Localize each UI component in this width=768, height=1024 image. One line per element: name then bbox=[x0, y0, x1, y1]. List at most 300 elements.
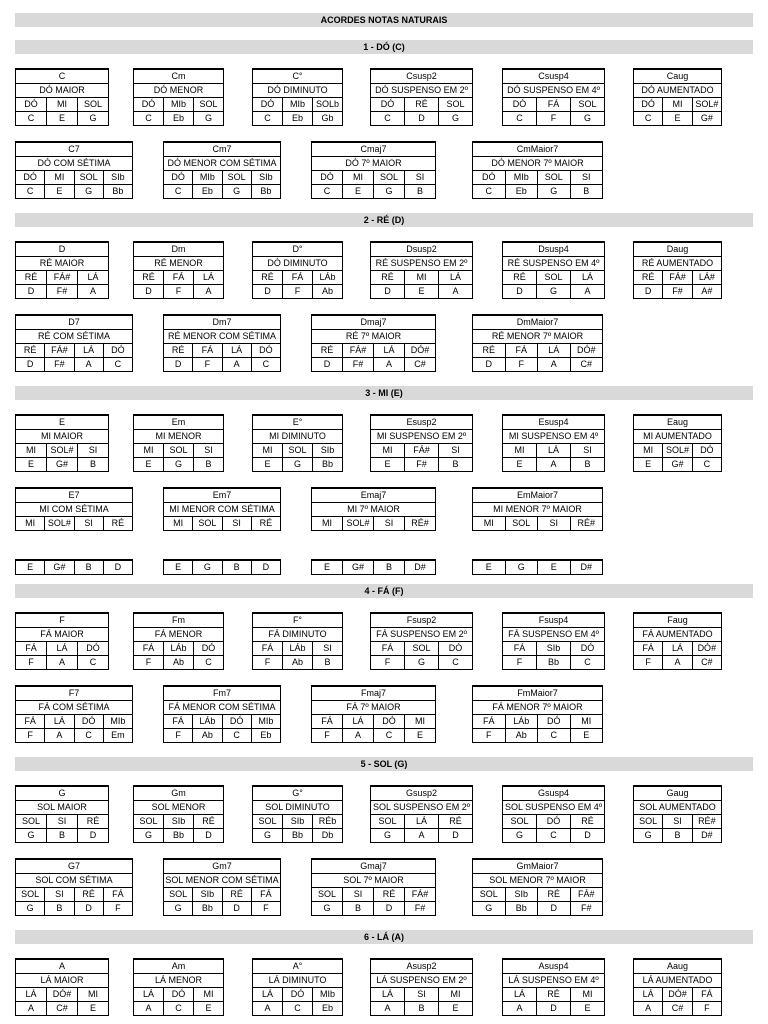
chord-degrees-cell: LÁ bbox=[45, 715, 74, 728]
chord-description-text: MI AUMENTADO bbox=[643, 431, 712, 441]
chord-notes-cell: E bbox=[16, 561, 45, 574]
chord-description-text: SOL MENOR 7º MAIOR bbox=[489, 875, 586, 885]
chord-notes-cell: E bbox=[47, 112, 78, 125]
chord-notes bbox=[164, 729, 280, 742]
chord-notes-cell: F# bbox=[45, 358, 74, 371]
chord-description bbox=[16, 430, 108, 444]
chord-name bbox=[134, 787, 223, 801]
chord-description bbox=[503, 84, 604, 98]
chord-degrees-cell: FÁ bbox=[193, 344, 222, 357]
chord-notes-cell: C bbox=[584, 657, 591, 667]
chord-notes-cell: D bbox=[538, 902, 571, 915]
chord-box bbox=[252, 241, 343, 299]
chord-degrees-cell: FÁ bbox=[312, 715, 343, 728]
chord-degrees-cell: SIb bbox=[259, 172, 273, 182]
chord-notes-cell: G bbox=[134, 829, 164, 842]
chord-name bbox=[16, 614, 108, 628]
chord-description-text: FÁ SUSPENSO EM 2º bbox=[376, 629, 467, 639]
chord-notes-cell: E bbox=[503, 458, 537, 471]
chord-description bbox=[312, 157, 435, 171]
chord-notes bbox=[16, 561, 132, 574]
chord-notes-cell: A bbox=[75, 358, 104, 371]
chord-notes-cell: B bbox=[75, 561, 104, 574]
chord-description bbox=[503, 974, 604, 988]
chord-notes-cell: F bbox=[16, 656, 47, 669]
chord-degrees bbox=[312, 171, 435, 185]
chord-notes-cell: B bbox=[416, 186, 423, 196]
chord-notes bbox=[253, 656, 342, 669]
chord-degrees-cell: DÓ bbox=[164, 988, 194, 1001]
chord-degrees bbox=[371, 815, 472, 829]
chord-notes-cell: C bbox=[16, 185, 45, 198]
chord-notes-cell: A bbox=[371, 1002, 405, 1015]
chord-degrees-cell: SI bbox=[75, 517, 104, 530]
chord-notes-cell: G# bbox=[45, 561, 74, 574]
chord-degrees-cell: LÁb bbox=[164, 642, 194, 655]
chord-description-text: MI MENOR bbox=[155, 431, 202, 441]
chord-description-text: FÁ MENOR COM SÉTIMA bbox=[168, 702, 276, 712]
chord-box bbox=[311, 685, 436, 743]
chord-notes-cell: C bbox=[473, 185, 506, 198]
chord-name-text: Gmaj7 bbox=[360, 861, 387, 871]
chord-degrees-cell: SI bbox=[581, 172, 591, 182]
chord-degrees bbox=[134, 444, 223, 458]
chord-degrees-cell: FÁ bbox=[260, 889, 272, 899]
chord-degrees-cell: FÁ bbox=[253, 642, 283, 655]
chord-notes-cell: B bbox=[583, 186, 590, 196]
chord-name bbox=[634, 614, 721, 628]
chord-notes bbox=[253, 285, 342, 298]
chord-degrees-cell: SIb bbox=[111, 172, 125, 182]
chord-degrees-cell: SOL bbox=[371, 815, 405, 828]
chord-name-text: E7 bbox=[68, 490, 80, 500]
chord-notes-cell: Eb bbox=[506, 185, 539, 198]
chord-notes-cell: A bbox=[405, 829, 439, 842]
chord-degrees-cell: SOL bbox=[312, 888, 343, 901]
chord-name bbox=[253, 70, 342, 84]
chord-name bbox=[253, 416, 342, 430]
chord-degrees-cell: MI bbox=[663, 98, 692, 111]
chord-description bbox=[371, 801, 472, 815]
chord-notes-cell: E bbox=[405, 285, 439, 298]
chord-degrees bbox=[134, 271, 223, 285]
chord-degrees-cell: DÓ bbox=[371, 98, 405, 111]
chord-name bbox=[16, 416, 108, 430]
chord-degrees-cell: FÁ bbox=[16, 715, 45, 728]
chord-name bbox=[503, 787, 604, 801]
chord-description-text: DÓ MENOR COM SÉTIMA bbox=[167, 158, 277, 168]
chord-description-text: SOL COM SÉTIMA bbox=[35, 875, 113, 885]
chord-degrees-cell: DÓ bbox=[16, 171, 45, 184]
page-title: ACORDES NOTAS NATURAIS bbox=[15, 13, 753, 27]
chord-notes-cell: F bbox=[16, 729, 45, 742]
chord-notes-cell: A bbox=[503, 1002, 537, 1015]
chord-name-text: Esusp4 bbox=[538, 417, 569, 427]
chord-name-text: Gm7 bbox=[212, 861, 232, 871]
chord-box bbox=[502, 958, 605, 1016]
section-heading: 2 - RÉ (D) bbox=[15, 213, 753, 227]
chord-notes-cell: F bbox=[164, 285, 194, 298]
chord-name-text: CmMaior7 bbox=[516, 144, 559, 154]
chord-box bbox=[633, 68, 722, 126]
chord-notes-cell: F bbox=[312, 729, 343, 742]
chord-name-text: D7 bbox=[68, 317, 80, 327]
chord-degrees-cell: FÁ bbox=[473, 715, 506, 728]
chord-box bbox=[252, 414, 343, 472]
chord-notes bbox=[134, 829, 223, 842]
chord-notes bbox=[253, 112, 342, 125]
chord-degrees bbox=[473, 715, 602, 729]
chord-degrees bbox=[16, 715, 132, 729]
chord-description bbox=[253, 84, 342, 98]
chord-name-text: FmMaior7 bbox=[517, 688, 558, 698]
chord-description-text: MI SUSPENSO EM 4º bbox=[508, 431, 599, 441]
chord-notes-cell: G bbox=[283, 458, 313, 471]
chord-notes-cell: E bbox=[205, 1003, 212, 1013]
chord-description-text: DÓ AUMENTADO bbox=[641, 85, 714, 95]
chord-degrees bbox=[634, 444, 721, 458]
chord-name bbox=[16, 316, 132, 330]
chord-notes-cell: F bbox=[503, 656, 537, 669]
chord-degrees-cell: SOL bbox=[537, 271, 571, 284]
chord-notes-cell: A bbox=[374, 358, 405, 371]
chord-description bbox=[164, 330, 280, 344]
chord-notes bbox=[16, 1002, 108, 1015]
chord-degrees-cell: SOL# bbox=[695, 99, 719, 109]
chord-name bbox=[371, 787, 472, 801]
chord-notes-cell: B bbox=[343, 902, 374, 915]
chord-degrees bbox=[371, 98, 472, 112]
chord-notes bbox=[371, 656, 472, 669]
chord-degrees-cell: FÁ# bbox=[663, 271, 692, 284]
chord-name-text: Csusp4 bbox=[538, 71, 569, 81]
chord-name-text: D° bbox=[292, 244, 303, 254]
chord-degrees-cell: MI bbox=[581, 716, 592, 726]
chord-degrees bbox=[16, 815, 108, 829]
chord-box bbox=[370, 414, 473, 472]
chord-notes bbox=[16, 458, 108, 471]
chord-notes-cell: C bbox=[164, 185, 193, 198]
chord-description bbox=[164, 701, 280, 715]
chord-degrees-cell: RÉ bbox=[374, 888, 405, 901]
chord-description bbox=[473, 874, 602, 888]
chord-notes bbox=[16, 285, 108, 298]
chord-box bbox=[133, 612, 224, 670]
chord-degrees bbox=[253, 271, 342, 285]
chord-notes-cell: G# bbox=[663, 458, 692, 471]
chord-description bbox=[312, 330, 435, 344]
chord-notes-cell: Eb bbox=[260, 730, 272, 740]
chord-name bbox=[16, 687, 132, 701]
chord-degrees-cell: MI bbox=[203, 989, 214, 999]
chord-degrees-cell: LÁb bbox=[193, 715, 222, 728]
chord-notes bbox=[312, 561, 435, 574]
chord-degrees-cell: DÓ bbox=[448, 643, 463, 653]
chord-description-text: SOL MAIOR bbox=[37, 802, 87, 812]
chord-description-text: LÁ SUSPENSO EM 2º bbox=[376, 975, 467, 985]
chord-name-text: Esusp2 bbox=[406, 417, 437, 427]
chord-name bbox=[16, 243, 108, 257]
chord-notes-cell: D bbox=[374, 902, 405, 915]
chord-degrees-cell: SI bbox=[323, 643, 332, 653]
chord-degrees-cell: RÉ# bbox=[411, 518, 429, 528]
chord-notes bbox=[503, 656, 604, 669]
chord-degrees-cell: DÓ bbox=[283, 988, 313, 1001]
chord-notes-cell: A bbox=[584, 286, 591, 296]
chord-box bbox=[370, 612, 473, 670]
chord-name-text: Fsusp4 bbox=[538, 615, 569, 625]
chord-notes-cell: F bbox=[537, 112, 571, 125]
chord-notes-cell: F bbox=[263, 903, 269, 913]
chord-name-text: Dm7 bbox=[212, 317, 232, 327]
chord-name-text: E° bbox=[292, 417, 303, 427]
chord-degrees-cell: DÓ bbox=[16, 98, 47, 111]
chord-description bbox=[253, 974, 342, 988]
chord-name-text: Fmaj7 bbox=[360, 688, 386, 698]
chord-box bbox=[311, 858, 436, 916]
chord-degrees-cell: DÓ bbox=[634, 98, 663, 111]
chord-notes bbox=[134, 1002, 223, 1015]
chord-notes-cell: A# bbox=[701, 286, 713, 296]
chord-box bbox=[633, 414, 722, 472]
chord-description-text: DÓ SUSPENSO EM 4º bbox=[507, 85, 600, 95]
chord-notes-cell: B bbox=[324, 657, 331, 667]
chord-degrees-cell: LÁ bbox=[371, 988, 405, 1001]
chord-degrees-cell: LÁ# bbox=[698, 272, 715, 282]
chord-notes-cell: F bbox=[506, 358, 539, 371]
chord-notes-cell: F bbox=[473, 729, 506, 742]
chord-degrees-cell: LÁ bbox=[47, 642, 78, 655]
chord-notes bbox=[312, 358, 435, 371]
chord-name bbox=[503, 416, 604, 430]
chord-description bbox=[164, 503, 280, 517]
chord-name-text: G7 bbox=[67, 861, 80, 871]
chord-degrees-cell: DÓ# bbox=[410, 345, 430, 355]
chord-name bbox=[473, 316, 602, 330]
chord-box bbox=[252, 612, 343, 670]
chord-notes bbox=[634, 1002, 721, 1015]
chord-degrees-cell: SOL bbox=[193, 517, 222, 530]
chord-notes bbox=[473, 729, 602, 742]
chord-degrees-cell: RÉ bbox=[86, 816, 100, 826]
chord-notes-cell: E bbox=[583, 730, 590, 740]
chord-description bbox=[473, 157, 602, 171]
chord-notes-cell: F bbox=[253, 656, 283, 669]
chord-degrees-cell: RÉ bbox=[253, 271, 283, 284]
chord-description-text: RÉ SUSPENSO EM 4º bbox=[507, 258, 600, 268]
chord-name-text: Dmaj7 bbox=[360, 317, 387, 327]
chord-notes-cell: Eb bbox=[193, 185, 222, 198]
chord-degrees-cell: SOL bbox=[199, 99, 218, 109]
chord-notes-cell: Bb bbox=[164, 829, 194, 842]
section-heading: 5 - SOL (G) bbox=[15, 757, 753, 771]
chord-degrees bbox=[253, 988, 342, 1002]
chord-degrees-cell: LÁ bbox=[253, 988, 283, 1001]
chord-notes-cell: B bbox=[374, 561, 405, 574]
chord-box bbox=[370, 958, 473, 1016]
chord-degrees-cell: MI bbox=[415, 716, 425, 726]
chord-degrees bbox=[473, 344, 602, 358]
chord-degrees bbox=[371, 642, 472, 656]
chord-box bbox=[163, 858, 281, 916]
chord-notes-cell: C bbox=[312, 185, 343, 198]
chord-degrees-cell: MI bbox=[312, 517, 343, 530]
chord-description-text: FÁ MENOR bbox=[154, 629, 203, 639]
chord-notes-cell: D bbox=[262, 562, 270, 572]
chord-description-text: RÉ SUSPENSO EM 2º bbox=[375, 258, 468, 268]
chord-notes-cell: D bbox=[371, 285, 405, 298]
chord-notes bbox=[164, 185, 280, 198]
chord-name-text: F7 bbox=[68, 688, 80, 698]
chord-degrees-cell: LÁ bbox=[538, 344, 571, 357]
chord-degrees-cell: SOL bbox=[634, 815, 663, 828]
chord-box bbox=[633, 612, 722, 670]
chord-notes-cell: A bbox=[134, 1002, 164, 1015]
chord-degrees-cell: RÉ bbox=[538, 888, 571, 901]
chord-description bbox=[16, 503, 132, 517]
chord-box bbox=[15, 785, 109, 843]
chord-degrees-cell: MIb bbox=[258, 716, 274, 726]
chord-name bbox=[253, 960, 342, 974]
chord-name bbox=[164, 687, 280, 701]
chord-description-text: SOL SUSPENSO EM 4º bbox=[505, 802, 602, 812]
chord-name bbox=[16, 70, 108, 84]
chord-description-text: MI SUSPENSO EM 2º bbox=[376, 431, 467, 441]
chord-notes-cell: F bbox=[164, 729, 193, 742]
chord-notes-cell: D bbox=[473, 358, 506, 371]
chord-description bbox=[253, 430, 342, 444]
chord-notes-cell: E bbox=[663, 112, 692, 125]
chord-degrees-cell: SI bbox=[45, 888, 74, 901]
chord-degrees-cell: DÓ bbox=[580, 643, 595, 653]
chord-notes-cell: D bbox=[634, 285, 663, 298]
chord-degrees bbox=[473, 171, 602, 185]
chord-description bbox=[634, 84, 721, 98]
chord-name-text: Em bbox=[171, 417, 186, 427]
chord-description bbox=[312, 874, 435, 888]
chord-name bbox=[134, 960, 223, 974]
chord-degrees-cell: MI bbox=[45, 171, 74, 184]
chord-box bbox=[311, 314, 436, 372]
chord-notes-cell: G# bbox=[47, 458, 78, 471]
chord-name bbox=[634, 787, 721, 801]
chord-description-text: DÓ COM SÉTIMA bbox=[37, 158, 111, 168]
chord-description-text: SOL DIMINUTO bbox=[265, 802, 330, 812]
chord-degrees-cell: LÁ bbox=[343, 715, 374, 728]
chord-name bbox=[634, 416, 721, 430]
chord-notes-cell: G bbox=[193, 561, 222, 574]
chord-degrees-cell: SOL# bbox=[663, 444, 692, 457]
chord-name bbox=[473, 143, 602, 157]
chord-name bbox=[371, 243, 472, 257]
chord-notes-cell: G bbox=[506, 561, 539, 574]
chord-degrees-cell: SOL bbox=[578, 99, 597, 109]
chord-box bbox=[252, 958, 343, 1016]
chord-degrees bbox=[134, 642, 223, 656]
chord-notes-cell: C bbox=[703, 459, 711, 469]
chord-name bbox=[16, 787, 108, 801]
chord-name bbox=[473, 489, 602, 503]
chord-description bbox=[634, 430, 721, 444]
chord-box bbox=[133, 958, 224, 1016]
chord-description bbox=[371, 974, 472, 988]
chord-degrees bbox=[164, 715, 280, 729]
chord-description bbox=[473, 330, 602, 344]
chord-notes-cell: B bbox=[45, 902, 74, 915]
chord-degrees-cell: LÁ bbox=[449, 272, 461, 282]
chord-box bbox=[472, 141, 603, 199]
chord-notes-cell: G bbox=[204, 113, 212, 123]
chord-degrees-cell: SI bbox=[343, 888, 374, 901]
chord-box bbox=[633, 785, 722, 843]
chord-degrees-cell: FÁ# bbox=[405, 444, 439, 457]
chord-degrees bbox=[16, 271, 108, 285]
chord-notes-cell: E bbox=[343, 185, 374, 198]
chord-degrees-cell: FÁ bbox=[503, 642, 537, 655]
chord-name-text: F° bbox=[292, 615, 303, 625]
chord-description bbox=[371, 430, 472, 444]
chord-degrees bbox=[503, 988, 604, 1002]
chord-name-text: Caug bbox=[666, 71, 689, 81]
chord-notes-cell: A bbox=[47, 656, 78, 669]
chord-notes-cell: F bbox=[115, 903, 121, 913]
chord-name bbox=[503, 70, 604, 84]
chord-notes-cell: A bbox=[537, 458, 571, 471]
chord-notes-cell: D bbox=[537, 1002, 571, 1015]
chord-degrees-cell: FÁ bbox=[506, 344, 539, 357]
chord-notes-cell: C bbox=[75, 729, 104, 742]
chord-degrees bbox=[634, 98, 721, 112]
chord-degrees bbox=[16, 642, 108, 656]
chord-degrees-cell: SOL bbox=[253, 815, 283, 828]
chord-degrees-cell: RÉ# bbox=[577, 518, 595, 528]
chord-notes bbox=[503, 285, 604, 298]
chord-notes-cell: D bbox=[114, 562, 122, 572]
chord-degrees-cell: SI bbox=[223, 517, 252, 530]
chord-degrees-cell: SI bbox=[405, 988, 439, 1001]
chord-degrees-cell: SIb bbox=[283, 815, 313, 828]
chord-degrees-cell: LÁ bbox=[16, 988, 47, 1001]
chord-notes-cell: C bbox=[537, 829, 571, 842]
chord-name-text: Dm bbox=[171, 244, 186, 254]
chord-degrees-cell: DÓ# bbox=[663, 988, 692, 1001]
chord-degrees-cell: MI bbox=[16, 517, 45, 530]
chord-notes bbox=[634, 829, 721, 842]
chord-name-text: Fm7 bbox=[213, 688, 231, 698]
chord-description-text: RÉ MAIOR bbox=[39, 258, 85, 268]
chord-description bbox=[134, 801, 223, 815]
chord-notes bbox=[164, 561, 280, 574]
section-heading: 4 - FÁ (F) bbox=[15, 584, 753, 598]
chord-degrees-cell: LÁb bbox=[319, 272, 336, 282]
chord-notes bbox=[371, 458, 472, 471]
chord-description bbox=[16, 257, 108, 271]
chord-degrees bbox=[253, 642, 342, 656]
chord-degrees-cell: SIb bbox=[537, 642, 571, 655]
chord-degrees-cell: RÉ bbox=[223, 888, 252, 901]
chord-notes-cell: C bbox=[164, 1002, 194, 1015]
chord-degrees-cell: LÁ bbox=[581, 272, 593, 282]
chord-description-text: FÁ MENOR 7º MAIOR bbox=[492, 702, 583, 712]
chord-description-text: DÓ 7º MAIOR bbox=[345, 158, 402, 168]
chord-notes-cell: Eb bbox=[321, 1003, 333, 1013]
chord-degrees-cell: FÁ bbox=[537, 98, 571, 111]
chord-notes bbox=[503, 112, 604, 125]
chord-notes-cell: E bbox=[134, 458, 164, 471]
chord-name bbox=[164, 489, 280, 503]
chord-notes-cell: E bbox=[312, 561, 343, 574]
chord-notes-cell: Ab bbox=[193, 729, 222, 742]
